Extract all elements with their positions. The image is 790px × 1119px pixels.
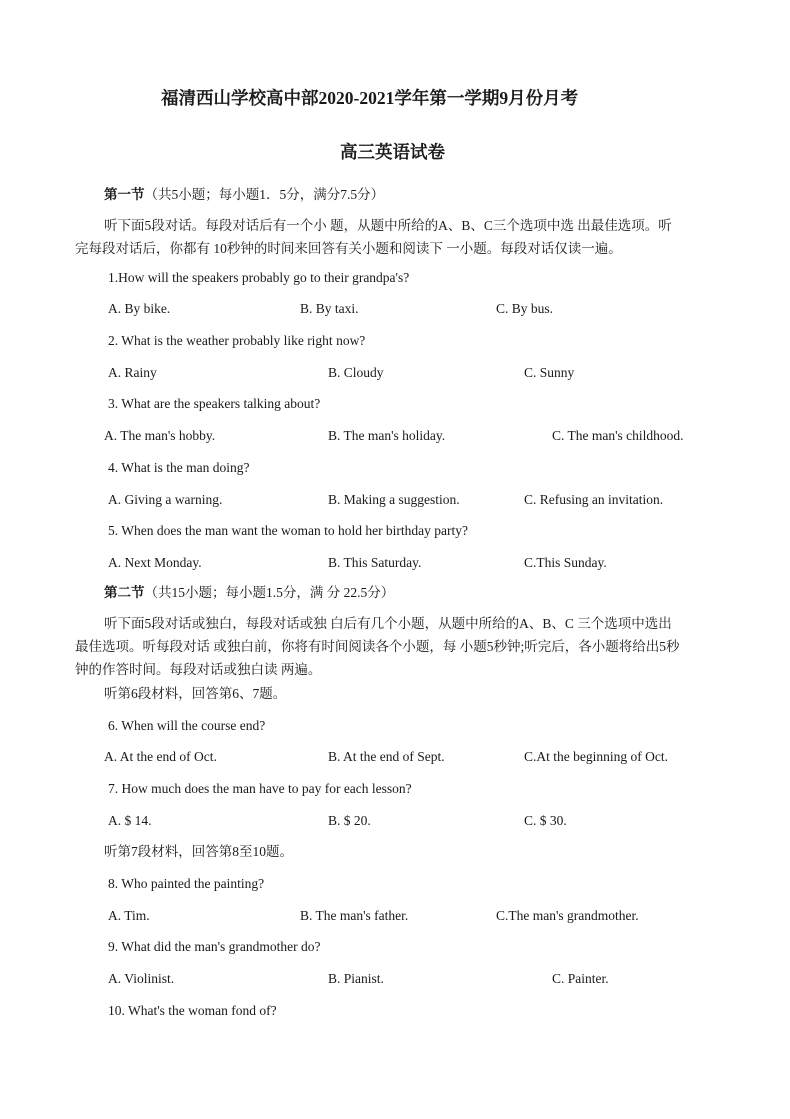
question-8: 8. Who painted the painting? [108, 876, 265, 891]
q8-option-b: B. The man's father. [300, 908, 409, 923]
q3-option-c: C. The man's childhood. [552, 428, 684, 443]
question-1: 1.How will the speakers probably go to their grandpa's? [108, 270, 410, 285]
q4-option-a: A. Giving a warning. [108, 492, 223, 507]
question-6: 6. When will the course end? [108, 718, 266, 733]
q3-option-b: B. The man's holiday. [328, 428, 446, 443]
q5-option-c: C.This Sunday. [524, 555, 607, 570]
section1-heading-detail: （共5小题；每小题1．5分，满分7.5分） [144, 187, 385, 202]
q1-option-c: C. By bus. [496, 301, 554, 316]
question-9: 9. What did the man's grandmother do? [108, 939, 321, 954]
q9-option-b: B. Pianist. [328, 971, 384, 986]
q3-option-a: A. The man's hobby. [104, 428, 216, 443]
q1-option-a: A. By bike. [108, 301, 171, 316]
section2-heading-detail: （共15小题；每小题1.5分，满 分 22.5分） [144, 585, 395, 600]
q2-option-b: B. Cloudy [328, 365, 384, 380]
q9-option-c: C. Painter. [552, 971, 609, 986]
material-7-note: 听第7段材料，回答第8至10题。 [104, 844, 293, 859]
question-2: 2. What is the weather probably like right now? [108, 333, 366, 348]
q2-option-c: C. Sunny [524, 365, 575, 380]
section2-heading-label: 第二节 [104, 585, 145, 600]
q5-option-b: B. This Saturday. [328, 555, 422, 570]
q1-option-b: B. By taxi. [300, 301, 359, 316]
q7-option-b: B. $ 20. [328, 813, 371, 828]
q4-option-b: B. Making a suggestion. [328, 492, 460, 507]
q7-option-c: C. $ 30. [524, 813, 567, 828]
question-10: 10. What's the woman fond of? [108, 1003, 277, 1018]
section2-heading [104, 585, 394, 601]
question-3: 3. What are the speakers talking about? [108, 396, 321, 411]
question-4: 4. What is the man doing? [108, 460, 250, 475]
q7-option-a: A. $ 14. [108, 813, 152, 828]
q6-option-a: A. At the end of Oct. [104, 749, 217, 764]
q6-option-c: C.At the beginning of Oct. [524, 749, 668, 764]
exam-title: 福清西山学校高中部2020-2021学年第一学期9月份月考 [161, 88, 579, 108]
question-5: 5. When does the man want the woman to hold her birthday party? [108, 523, 469, 538]
section2-instructions: 听下面5段对话或独白，每段对话或独 白后有几个小题，从题中所给的A、B、C 三个选项中选出最佳选项。听每段对话 或独白前，你将有时间阅读各个小题，每 小题5秒钟;听完后，各小题将给出5秒 钟的作答时间。每段对话或独白读 两遍。 [75, 616, 680, 677]
exam-subtitle: 高三英语试卷 [340, 142, 445, 162]
q9-option-a: A. Violinist. [108, 971, 175, 986]
section1-instructions: 听下面5段对话。每段对话后有一个小 题，从题中所给的A、B、C三个选项中选 出最佳选项。听完每段对话后，你都有 10秒钟的时间来回答有关小题和阅读下 一小题。每段对话仅读一遍。 [75, 218, 672, 256]
question-7: 7. How much does the man have to pay for each lesson? [108, 781, 412, 796]
material-6-note: 听第6段材料，回答第6、7题。 [104, 686, 287, 701]
q8-option-a: A. Tim. [108, 908, 150, 923]
q5-option-a: A. Next Monday. [108, 555, 202, 570]
q8-option-c: C.The man's grandmother. [496, 908, 639, 923]
q4-option-c: C. Refusing an invitation. [524, 492, 664, 507]
section1-heading [104, 187, 384, 203]
q2-option-a: A. Rainy [108, 365, 157, 380]
section1-heading-label: 第一节 [104, 187, 145, 202]
q6-option-b: B. At the end of Sept. [328, 749, 445, 764]
